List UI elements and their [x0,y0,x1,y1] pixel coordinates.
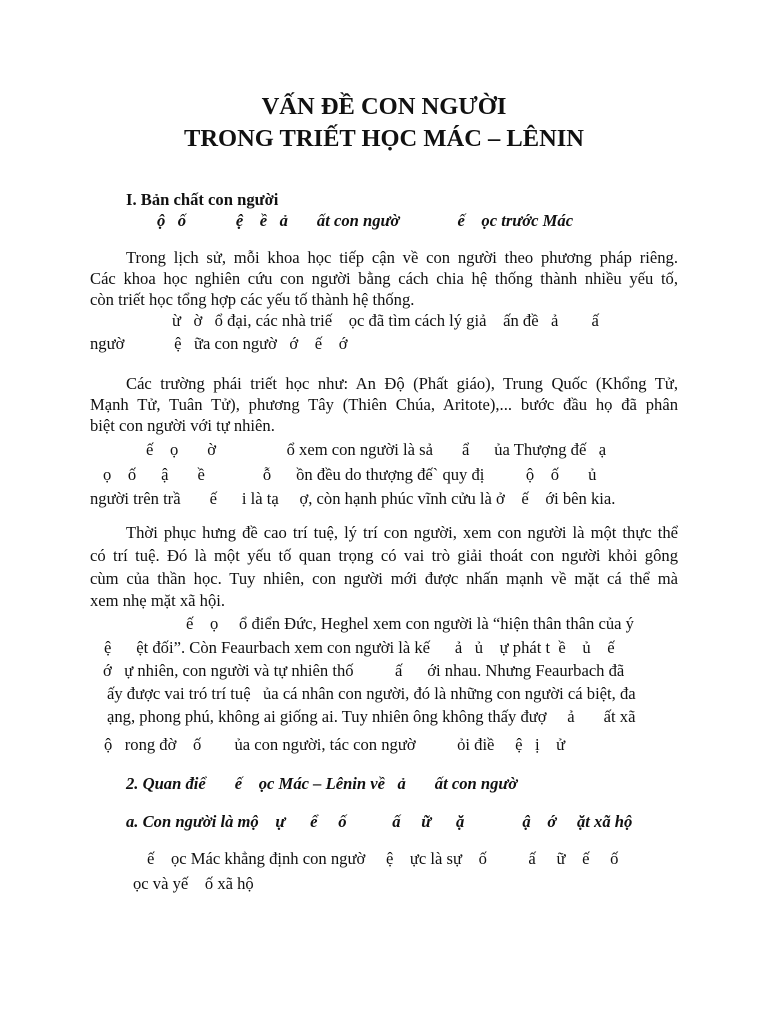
paragraph-7-line-1: ế ọc Mác khẳng định con ngườ ệ ực là sự ố ấ ữ ế ố [147,849,619,868]
paragraph-6-line-6: ộ rong đờ ố ủa con người, tác con ngườ ỏi điề ệ ị ử [104,735,566,754]
paragraph-6-line-2: ệ ệt đối”. Còn Feaurbach xem con người là kế ả ủ ự phát t ề ủ ế [104,638,615,657]
subheading-2a: a. Con người là mộ ự ể ố ấ ữ ặ ậ ớ ặt xã hộ [126,812,633,831]
paragraph-7-line-2: ọc và yế ố xã hộ [133,874,254,893]
paragraph-4-line-3: người trên trầ ế i là tạ ợ, còn hạnh phúc vĩnh cửu là ở ế ới bên kia. [90,489,616,508]
paragraph-1-line-3: còn triết học tổng hợp các yếu tố thành hệ thống. [90,290,415,309]
paragraph-5-line-2: có trí tuệ. Đó là một yếu tố quan trọng có vai trò giải thoát con người khỏi gông [90,546,678,565]
paragraph-1-line-1: Trong lịch sử, mỗi khoa học tiếp cận về con người theo phương pháp riêng. [126,248,678,267]
paragraph-4-line-2: ọ ố ậ ề ỗ ồn đều do thượng đế` quy đị ộ ố ủ [103,465,597,484]
paragraph-5-line-3: cùm của thần học. Tuy nhiên, con người mới được nhấn mạnh về mặt cá thể mà [90,569,678,588]
subheading-2: 2. Quan điể ế ọc Mác – Lênin về ả ất con ngườ [126,774,518,793]
paragraph-2-line-1: ừ ờ ổ đại, các nhà triế ọc đã tìm cách lý giả ấn đề ả ấ [172,311,599,330]
paragraph-3-line-1: Các trường phái triết học như: An Độ (Phất giáo), Trung Quốc (Khổng Tử, [126,374,678,393]
paragraph-6-line-5: ạng, phong phú, không ai giống ai. Tuy nhiên ông không thấy đượ ả ất xã [107,707,636,726]
document-title-line-2: TRONG TRIẾT HỌC MÁC – LÊNIN [183,125,584,152]
paragraph-5-line-1: Thời phục hưng đề cao trí tuệ, lý trí con người, xem con người là một thực thể [126,523,678,542]
paragraph-6-line-3: ớ ự nhiên, con người và tự nhiên thố ấ ới nhau. Nhưng Feaurbach đã [103,661,625,680]
section-heading-1: I. Bản chất con người [126,190,279,209]
paragraph-3-line-3: biệt con người với tự nhiên. [90,416,275,435]
subheading-1: ộ ố ệ ề ả ất con ngườ ế ọc trước Mác [157,211,574,230]
paragraph-2-line-2: ngườ ệ ữa con ngườ ớ ế ớ [90,334,348,353]
paragraph-4-line-1: ế ọ ờ ổ xem con người là sả ẩ ủa Thượng đế ạ [146,440,607,459]
paragraph-1-line-2: Các khoa học nghiên cứu con người bằng cách chia hệ thống thành nhiều yếu tố, [90,269,678,288]
paragraph-5-line-4: xem nhẹ mặt xã hội. [90,591,226,610]
paragraph-3-line-2: Mạnh Tử, Tuân Tử), phương Tây (Thiên Chúa, Aritote),... bước đầu họ đã phân [90,395,678,414]
document-title-line-1: VẤN ĐỀ CON NGƯỜI [261,93,507,120]
paragraph-6-line-1: ế ọ ổ điển Đức, Heghel xem con người là “hiện thân thân của ý [186,614,634,633]
paragraph-6-line-4: ấy được vai tró trí tuệ ủa cá nhân con người, đó là những con người cá biệt, đa [107,684,636,703]
